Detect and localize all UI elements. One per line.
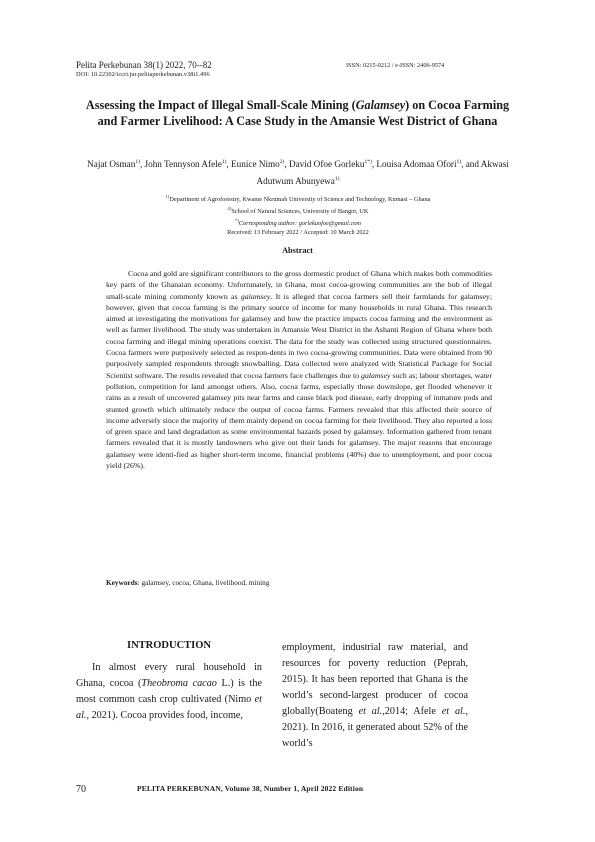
affiliations: [110, 192, 486, 237]
author: Najat Osman$^{1)}$,: [87, 159, 145, 170]
title-part-2: ) on Cocoa Farming and Farmer Livelihood: A Case Study in the Amansie West District of Ghana: [97, 98, 510, 128]
author: John Tennyson Afele$^{1)}$,: [144, 159, 232, 170]
journal-header: [76, 60, 212, 79]
author: David Ofoe Gorleku$^{1*)}$,: [288, 159, 377, 170]
affiliation-1: $^{1)}$Department of Agroforestry, Kwame Nkrumah University of Science and Technology, Kumasi – Ghana: [165, 194, 431, 204]
intro-left-column: In almost every rural household in Ghana, cocoa (Theobroma cacao L.) is the most common cash crop cultivated (Nimo et al., 2021). Cocoa provides food, income,: [76, 662, 262, 721]
keywords-label: Keywords: [106, 578, 138, 587]
journal-citation: Pelita Perkebunan 38(1) 2022, 70--82: [76, 60, 212, 70]
paper-title: [80, 97, 515, 129]
author-list: [78, 155, 518, 189]
keywords: [106, 578, 492, 588]
author: Akwasi Adutwum Abunyewa$^{1)}$: [256, 159, 509, 187]
issn: ISSN: 0215-0212 / e-ISSN: 2406-9574: [346, 62, 445, 69]
corresponding-author: *)Corresponding author: gorlekuofoe@gmail.com: [235, 218, 361, 228]
introduction-heading: INTRODUCTION: [126, 640, 211, 651]
intro-right-column: employment, industrial raw material, and resources for poverty reduction (Peprah, 2015). It has been reported that Ghana is the world’s second-largest producer of cocoa globally(Boateng et al.,2014; Afele et al., 2021). In 2016, it generated about 52% of the world’s: [282, 642, 468, 749]
author: Eunice Nimo$^{2)}$,: [231, 159, 289, 170]
keywords-text: : galamsey, cocoa, Ghana, livelihood, mining: [137, 578, 270, 587]
footer-journal: PELITA PERKEBUNAN, Volume 38, Number 1, April 2022 Edition: [137, 784, 364, 793]
abstract-heading: Abstract: [282, 246, 313, 255]
title-italic: Galamsey: [355, 98, 406, 112]
doi[interactable]: DOI: 10.22302/iccri.jur.pelitaperkebunan.v38i1.496: [76, 71, 210, 78]
author: Louisa Adomaa Ofori$^{1)}$, and: [376, 159, 481, 170]
abstract-body: Cocoa and gold are significant contributors to the gross dormestic product of Ghana which makes both commodities key parts of the Ghanaian economy. Unfortunately, in Ghana, most cocoa-growing communities are the hub of illegal small-scale mining commonly known as galamsey. It is alleged that cocoa farmers sell their farmlands for galamsey; however, given that cocoa farming is the primary source of income for many households in rural Ghana. This research aimed at investigating the motivations for galamsey and how the practice impacts cocoa farming and the environment as well as farmer livelihood. The study was undertaken in Amansie West District in the Ashanti Region of Ghana where both cocoa farming and illegal mining operations coexist. The data for the study was collected using structured questionnaires. Cocoa farmers were purposively selected as respon-dents in two cocoa-growing communities. Data were obtained from 90 purposively sampled respondents through snowballing. Data collected were analyzed with Statistical Package for Social Scientist software. The results revealed that cocoa farmers face challenges due to galamsey such as; labour shortages, water pollution, competition for land amongst others. Also, cocoa farms, especially those downslope, get flooded whenever it rains as a result of uncovered galamsey pits near farms and cause black pod disease, early dropping of inmature pods and stunted growth which ultimately reduce the output of cocoa farms. Farmers revealed that this affected their source of income adversely since the majority of them mainly depend on cocoa farming for their livelihood. They also reported a loss of green space and land degradation as some environmental hazards posed by galamsey. Information gathered from tenant farmers revealed that it is mostly landowners who give out their lands for galamsey. The major reasons that encourage galamsey were identi-fied as higher short-term income, financial problems (40%) due to unemployment, and poor cocoa yield (26%).: [106, 269, 492, 471]
page-number: 70: [76, 784, 86, 795]
affiliation-2: $^{2)}$School of Natural Sciences, University of Bangor, UK: [227, 206, 369, 216]
received-accepted-dates: Received: 13 February 2022 / Accepted: 10 March 2022: [227, 229, 369, 237]
title-part-1: Assessing the Impact of Illegal Small-Scale Mining (: [85, 98, 356, 112]
